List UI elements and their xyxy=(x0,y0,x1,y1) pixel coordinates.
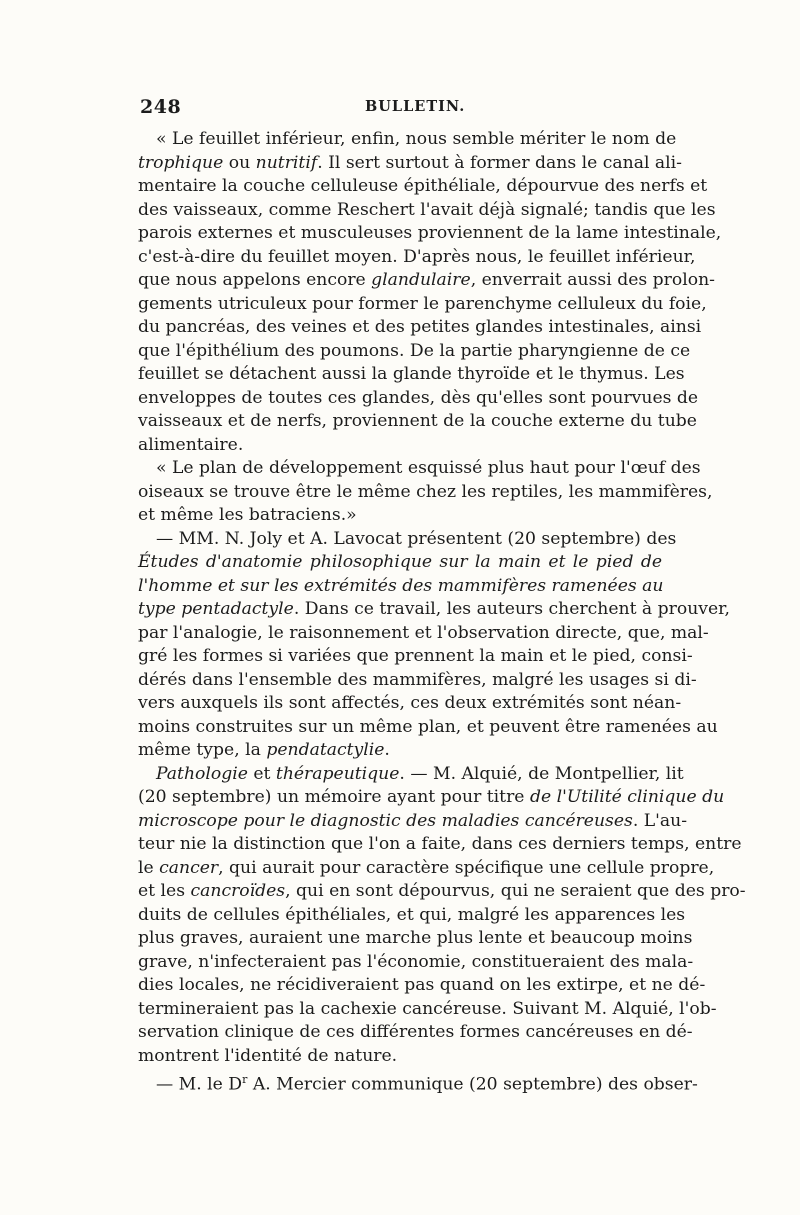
text-line: montrent l'identité de nature. xyxy=(138,1045,398,1066)
text-line: (20 septembre) un mémoire ayant pour titre de l'Utilité clinique du xyxy=(138,787,725,807)
text-line: et les cancroïdes, qui en sont dépourvus, qui ne seraient que des pro- xyxy=(138,881,746,901)
text-line: parois externes et musculeuses proviennent de la lame intestinale, xyxy=(138,223,722,243)
text-line: — MM. N. Joly et A. Lavocat présentent (20 septembre) des xyxy=(156,528,677,549)
text-line: que l'épithélium des poumons. De la partie pharyngienne de ce xyxy=(138,340,691,361)
page-number: 248 xyxy=(140,96,182,118)
text-line: gements utriculeux pour former le parenchyme celluleux du foie, xyxy=(138,293,707,314)
text-line: alimentaire. xyxy=(138,434,244,455)
text-line: dies locales, ne récidiveraient pas quand on les extirpe, et ne dé- xyxy=(138,975,706,995)
text-line: servation clinique de ces différentes formes cancéreuses en dé- xyxy=(138,1022,693,1042)
text-line: type pentadactyle. Dans ce travail, les auteurs cherchent à prouver, xyxy=(138,599,730,619)
text-line: mentaire la couche celluleuse épithéliale, dépourvue des nerfs et xyxy=(138,176,708,196)
text-line: vaisseaux et de nerfs, proviennent de la couche externe du tube xyxy=(138,411,697,431)
text-line: du pancréas, des veines et des petites glandes intestinales, ainsi xyxy=(138,317,702,337)
text-line: trophique ou nutritif. Il sert surtout à former dans le canal ali- xyxy=(138,152,682,173)
text-line: grave, n'infecteraient pas l'économie, constitueraient des mala- xyxy=(138,951,694,972)
text-line: plus graves, auraient une marche plus lente et beaucoup moins xyxy=(138,928,693,948)
running-title: BULLETIN. xyxy=(365,98,466,115)
text-line: vers auxquels ils sont affectés, ces deux extrémités sont néan- xyxy=(138,693,682,713)
text-line: teur nie la distinction que l'on a faite, dans ces derniers temps, entre xyxy=(138,834,742,854)
text-line: « Le plan de développement esquissé plus haut pour l'œuf des xyxy=(156,458,701,478)
text-line: c'est-à-dire du feuillet moyen. D'après nous, le feuillet inférieur, xyxy=(138,246,696,267)
text-line: des vaisseaux, comme Reschert l'avait déjà signalé; tandis que les xyxy=(138,199,716,220)
text-line: par l'analogie, le raisonnement et l'observation directe, que, mal- xyxy=(138,622,709,643)
text-line: le cancer, qui aurait pour caractère spécifique une cellule propre, xyxy=(138,857,715,878)
text-line: « Le feuillet inférieur, enfin, nous semble mériter le nom de xyxy=(156,129,677,149)
body-text xyxy=(138,128,746,1095)
text-line: même type, la pendatactylie. xyxy=(138,740,390,760)
text-line: que nous appelons encore glandulaire, enverrait aussi des prolon- xyxy=(138,270,715,290)
text-line: dérés dans l'ensemble des mammifères, malgré les usages si di- xyxy=(138,669,697,690)
text-line: enveloppes de toutes ces glandes, dès qu'elles sont pourvues de xyxy=(138,387,699,408)
text-line: oiseaux se trouve être le même chez les reptiles, les mammifères, xyxy=(138,481,713,502)
text-line: feuillet se détachent aussi la glande thyroïde et le thymus. Les xyxy=(138,364,685,384)
text-line: microscope pour le diagnostic des maladies cancéreuses. L'au- xyxy=(138,810,688,831)
text-line: l'homme et sur les extrémités des mammifères ramenées au xyxy=(138,575,664,596)
text-line: duits de cellules épithéliales, et qui, malgré les apparences les xyxy=(138,904,686,925)
text-line: moins construites sur un même plan, et peuvent être ramenées au xyxy=(138,716,718,737)
text-line: Pathologie et thérapeutique. — M. Alquié, de Montpellier, lit xyxy=(156,763,684,784)
text-line: — M. le $D^r$ A. Mercier communique (20 septembre) des obser- xyxy=(156,1073,698,1095)
text-line: termineraient pas la cachexie cancéreuse. Suivant M. Alquié, l'ob- xyxy=(138,998,717,1019)
text-line: gré les formes si variées que prennent la main et le pied, consi- xyxy=(138,646,693,666)
text-line: et même les batraciens.» xyxy=(138,505,357,525)
running-header xyxy=(140,96,660,124)
text-line: Études d'anatomie philosophique sur la main et le pied de xyxy=(138,552,662,572)
